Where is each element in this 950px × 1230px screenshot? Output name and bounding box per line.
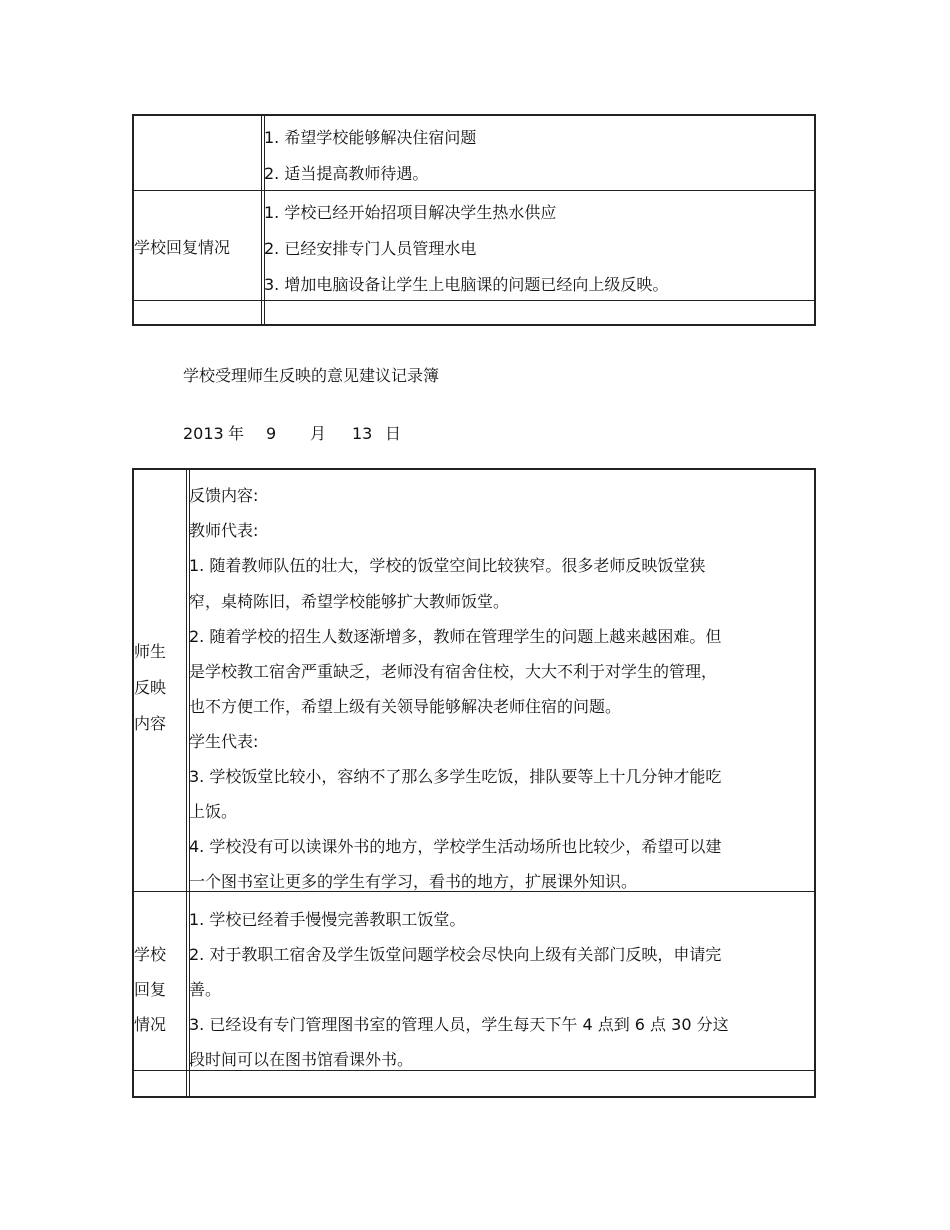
date-year: 2013 xyxy=(183,424,224,443)
table1-row-empty xyxy=(134,300,814,324)
record-table-1 xyxy=(132,114,816,326)
feedback-label-line: 内容 xyxy=(134,714,167,733)
table1-row2-item: 3. 增加电脑设备让学生上电脑课的问题已经向上级反映。 xyxy=(264,275,669,294)
table1-row2-item: 2. 已经安排专门人员管理水电 xyxy=(264,239,477,258)
reply-line: 善。 xyxy=(189,980,222,999)
reply-label-line: 回复 xyxy=(134,980,167,999)
feedback-line: 2. 随着学校的招生人数逐渐增多，教师在管理学生的问题上越来越困难。但 xyxy=(189,627,722,646)
feedback-line: 1. 随着教师队伍的壮大，学校的饭堂空间比较狭窄。很多老师反映饭堂狭 xyxy=(189,556,706,575)
feedback-line: 学生代表: xyxy=(189,732,259,751)
table1-row-reply xyxy=(134,190,814,300)
table2-row-empty xyxy=(134,1070,814,1096)
table1-row1-item: 1. 希望学校能够解决住宿问题 xyxy=(264,128,477,147)
feedback-line: 一个图书室让更多的学生有学习，看书的地方，扩展课外知识。 xyxy=(189,872,638,891)
record-table-2 xyxy=(132,468,816,1098)
feedback-label-line: 师生 xyxy=(134,642,167,661)
date-day-unit: 日 xyxy=(385,424,402,443)
table1-row-suggestions xyxy=(134,116,814,190)
reply-line: 1. 学校已经着手慢慢完善教职工饭堂。 xyxy=(189,910,466,929)
feedback-line: 窄，桌椅陈旧，希望学校能够扩大教师饭堂。 xyxy=(189,592,510,611)
reply-label: 学校回复情况 xyxy=(134,238,231,257)
feedback-label-line: 反映 xyxy=(134,678,167,697)
reply-label-line: 情况 xyxy=(134,1015,167,1034)
feedback-line: 教师代表: xyxy=(189,521,259,540)
feedback-line: 4. 学校没有可以读课外书的地方，学校学生活动场所也比较少，希望可以建 xyxy=(189,837,722,856)
table1-row1-item: 2. 适当提高教师待遇。 xyxy=(264,164,429,183)
table2-row-reply xyxy=(134,891,814,1070)
feedback-line: 3. 学校饭堂比较小，容纳不了那么多学生吃饭，排队要等上十几分钟才能吃 xyxy=(189,767,722,786)
date-month: 9 xyxy=(266,424,277,443)
feedback-line: 上饭。 xyxy=(189,802,238,821)
date-day: 13 xyxy=(352,424,373,443)
reply-line: 段时间可以在图书馆看课外书。 xyxy=(189,1050,414,1069)
table1-row2-item: 1. 学校已经开始招项目解决学生热水供应 xyxy=(264,203,557,222)
date-year-unit: 年 xyxy=(228,424,245,443)
feedback-line: 是学校教工宿舍严重缺乏，老师没有宿舍住校，大大不利于对学生的管理， xyxy=(189,662,718,681)
reply-line: 3. 已经设有专门管理图书室的管理人员，学生每天下午 4 点到 6 点 30 分这 xyxy=(189,1015,729,1034)
feedback-line: 也不方便工作，希望上级有关领导能够解决老师住宿的问题。 xyxy=(189,697,622,716)
table2-row-feedback xyxy=(134,470,814,891)
record-book-title: 学校受理师生反映的意见建议记录簿 xyxy=(183,366,440,385)
reply-line: 2. 对于教职工宿舍及学生饭堂问题学校会尽快向上级有关部门反映，申请完 xyxy=(189,945,722,964)
reply-label-line: 学校 xyxy=(134,945,167,964)
feedback-line: 反馈内容: xyxy=(189,486,259,505)
date-month-unit: 月 xyxy=(310,424,327,443)
